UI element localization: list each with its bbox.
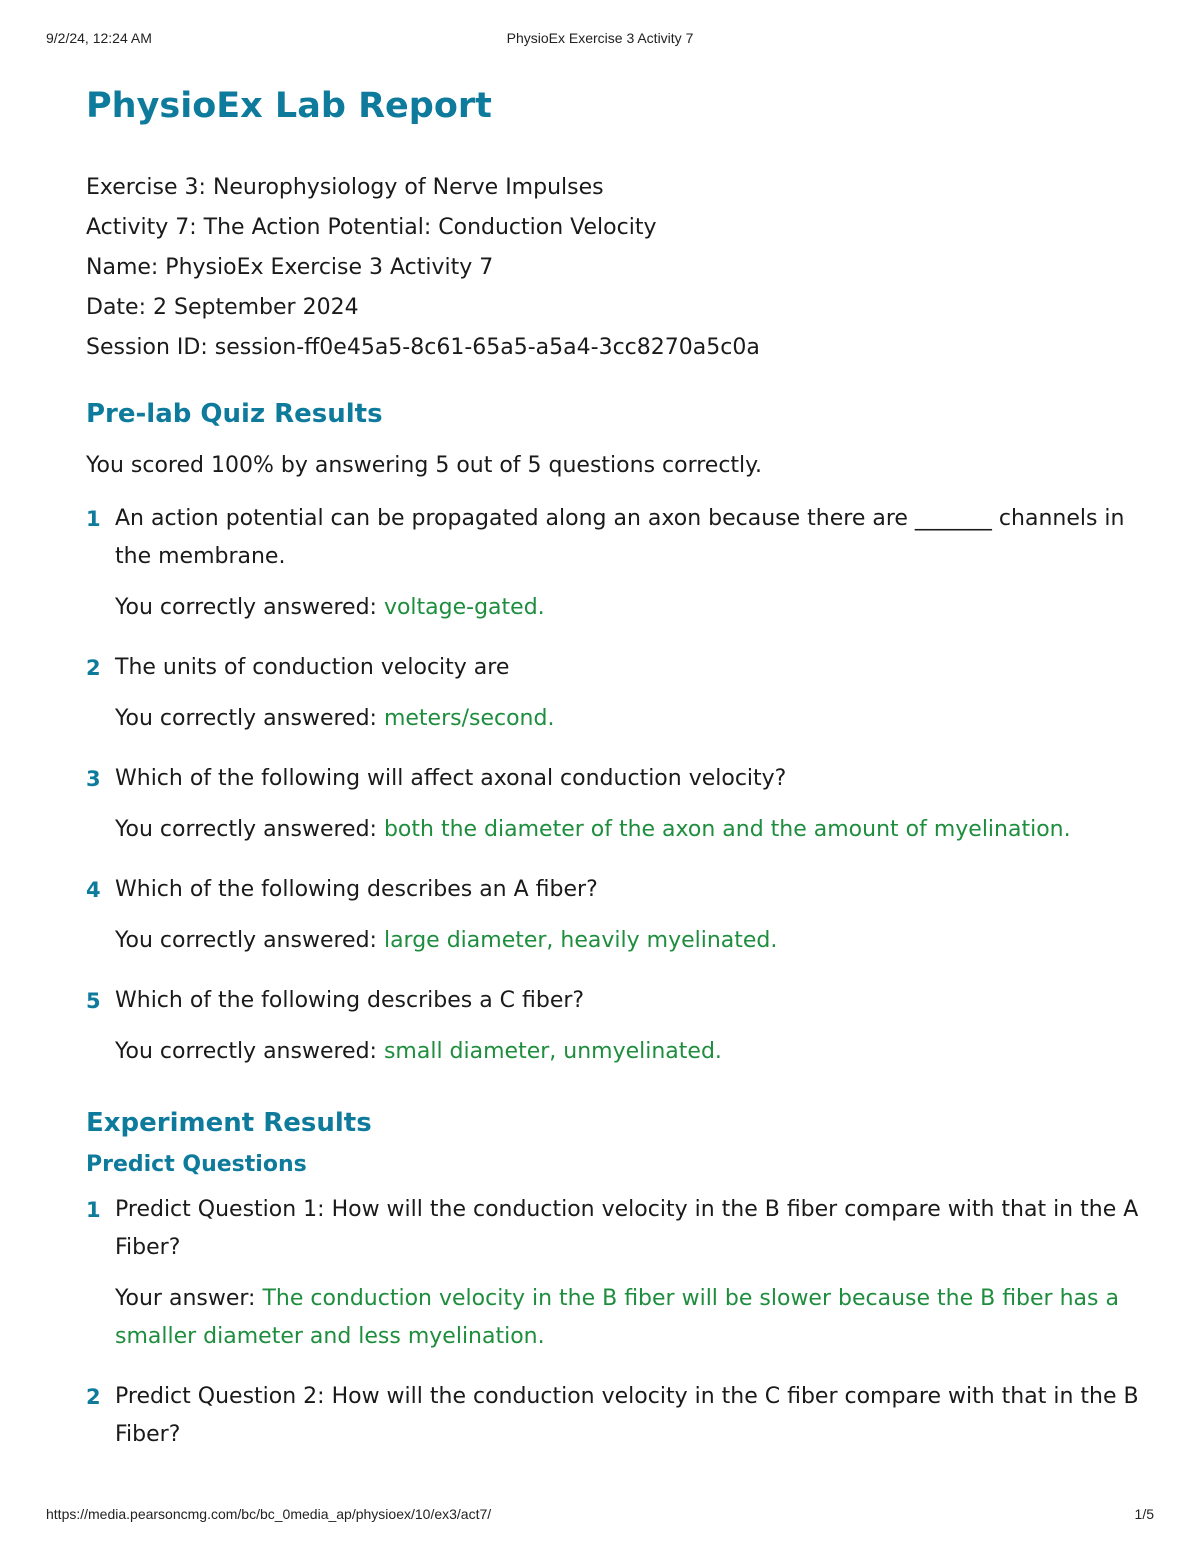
question-answer xyxy=(115,1033,1146,1071)
activity-line: Activity 7: The Action Potential: Conduction Velocity xyxy=(86,215,657,240)
question-text: The units of conduction velocity are xyxy=(115,655,510,680)
report-title: PhysioEx Lab Report xyxy=(86,86,492,126)
name-line: Name: PhysioEx Exercise 3 Activity 7 xyxy=(86,255,494,280)
predict-question xyxy=(86,1191,1146,1356)
prelab-question xyxy=(86,871,1146,960)
print-header-datetime: 9/2/24, 12:24 AM xyxy=(46,30,152,46)
answer-value: voltage-gated. xyxy=(383,595,545,620)
report-meta xyxy=(86,168,1146,368)
answer-prefix: Your answer: xyxy=(115,1286,263,1311)
prelab-question xyxy=(86,500,1146,627)
question-number: 3 xyxy=(86,767,101,791)
question-answer xyxy=(115,922,1146,960)
question-text: Which of the following will affect axonal conduction velocity? xyxy=(115,766,787,791)
date-line: Date: 2 September 2024 xyxy=(86,295,359,320)
answer-value: large diameter, heavily myelinated. xyxy=(383,928,778,953)
predict-heading: Predict Questions xyxy=(86,1152,307,1177)
question-answer xyxy=(115,1280,1146,1356)
question-number: 2 xyxy=(86,1385,101,1409)
question-number: 5 xyxy=(86,989,101,1013)
question-number: 1 xyxy=(86,507,101,531)
question-text: An action potential can be propagated along an axon because there are _______ channels in the membrane. xyxy=(115,506,1125,569)
predict-question xyxy=(86,1378,1146,1454)
print-footer-page: 1/5 xyxy=(1134,1506,1154,1522)
session-line: Session ID: session-ff0e45a5-8c61-65a5-a5a4-3cc8270a5c0a xyxy=(86,335,760,360)
prelab-score: You scored 100% by answering 5 out of 5 questions correctly. xyxy=(86,453,763,478)
question-number: 1 xyxy=(86,1198,101,1222)
prelab-question xyxy=(86,982,1146,1071)
answer-prefix: You correctly answered: xyxy=(115,595,384,620)
answer-prefix: You correctly answered: xyxy=(115,928,384,953)
answer-prefix: You correctly answered: xyxy=(115,1039,384,1064)
print-header-title: PhysioEx Exercise 3 Activity 7 xyxy=(506,30,694,46)
answer-value: The conduction velocity in the B fiber will be slower because the B fiber has a smaller diameter and less myelination. xyxy=(115,1286,1119,1349)
answer-prefix: You correctly answered: xyxy=(115,817,384,842)
answer-prefix: You correctly answered: xyxy=(115,706,384,731)
question-answer xyxy=(115,589,1146,627)
question-text: Predict Question 2: How will the conduction velocity in the C fiber compare with that in the B Fiber? xyxy=(115,1384,1139,1447)
question-number: 2 xyxy=(86,656,101,680)
exercise-line: Exercise 3: Neurophysiology of Nerve Impulses xyxy=(86,175,604,200)
prelab-heading: Pre-lab Quiz Results xyxy=(86,399,383,429)
prelab-question xyxy=(86,760,1146,849)
question-number: 4 xyxy=(86,878,101,902)
answer-value: meters/second. xyxy=(383,706,555,731)
question-text: Which of the following describes an A fiber? xyxy=(115,877,598,902)
answer-value: small diameter, unmyelinated. xyxy=(383,1039,722,1064)
experiment-heading: Experiment Results xyxy=(86,1108,372,1138)
report-content xyxy=(86,82,1146,1454)
prelab-question xyxy=(86,649,1146,738)
question-answer xyxy=(115,811,1146,849)
print-footer-url: https://media.pearsoncmg.com/bc/bc_0media_ap/physioex/10/ex3/act7/ xyxy=(46,1506,492,1522)
question-answer xyxy=(115,700,1146,738)
answer-value: both the diameter of the axon and the amount of myelination. xyxy=(383,817,1071,842)
question-text: Predict Question 1: How will the conduction velocity in the B fiber compare with that in the A Fiber? xyxy=(115,1197,1139,1260)
question-text: Which of the following describes a C fiber? xyxy=(115,988,585,1013)
